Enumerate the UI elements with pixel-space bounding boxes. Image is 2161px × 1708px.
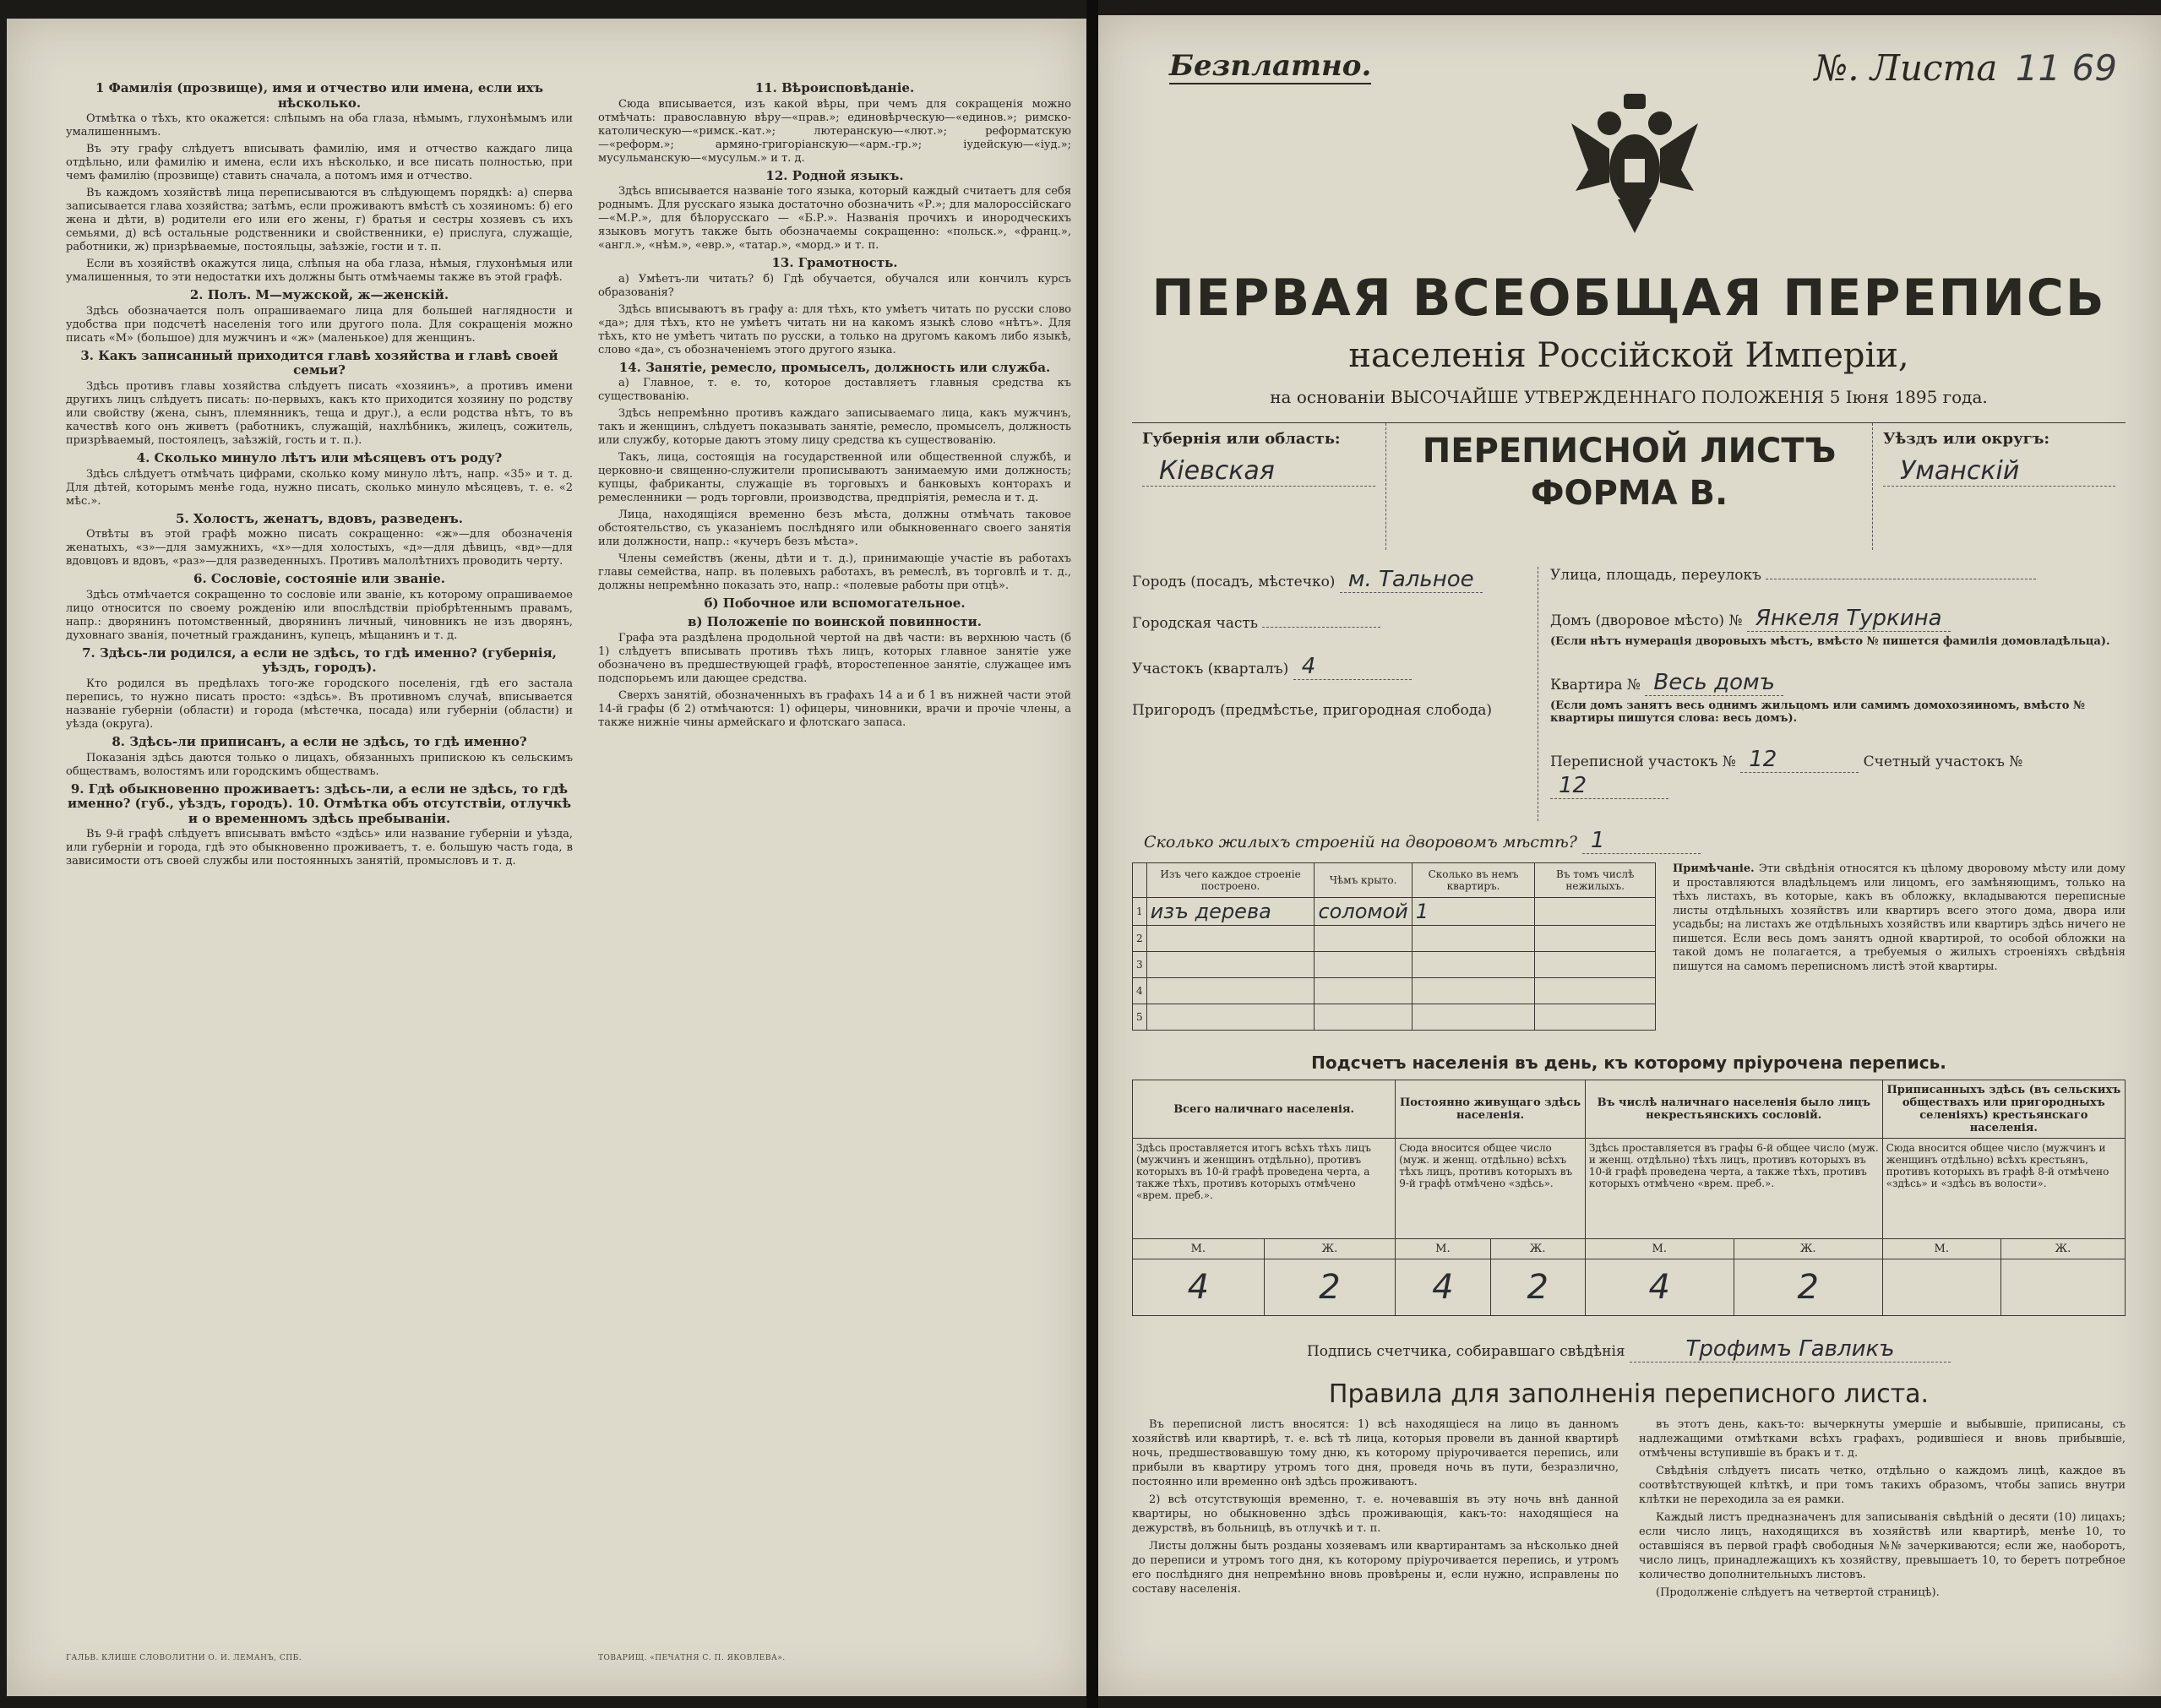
building-material xyxy=(1146,952,1315,978)
building-material: изъ дерева xyxy=(1146,898,1315,926)
buildings-column-header: Сколько въ немъ квартиръ. xyxy=(1412,863,1535,898)
address-section xyxy=(1132,567,2126,821)
signature-value: Трофимъ Гавликъ xyxy=(1630,1336,1951,1363)
instruction-paragraph: Отмѣтка о тѣхъ, кто окажется: слѣпымъ на оба глаза, нѣмымъ, глухонѣмымъ или умалишеннымъ. xyxy=(66,112,573,139)
instruction-paragraph: Кто родился въ предѣлахъ того-же городского поселенія, гдѣ его застала перепись, то нужно писать просто: «здѣсь». Въ противномъ случаѣ, вписывается названіе губерніи (области) и города (мѣстечка, посада) или губерніи (области) и уѣзда (округа). xyxy=(66,677,573,731)
instruction-paragraph: Здѣсь слѣдуетъ отмѣчать цифрами, сколько кому минуло лѣтъ, напр. «35» и т. д. Для дѣтей, которымъ менѣе года, нужно писать, сколько минуло мѣсяцевъ, т. е. «2 мѣс.». xyxy=(66,467,573,508)
form-title: ФОРМА В. xyxy=(1530,474,1728,513)
row-number-header xyxy=(1133,863,1147,898)
row-number: 3 xyxy=(1133,952,1147,978)
town-label: Городъ (посадъ, мѣстечко) xyxy=(1132,574,1336,590)
tally-headers xyxy=(1133,1080,2126,1139)
section-heading: 12. Родной языкъ. xyxy=(765,167,904,183)
suburb-label: Пригородъ (предмѣстье, пригородная слобода) xyxy=(1132,702,1493,719)
instruction-paragraph: а) Умѣетъ-ли читать? б) Гдѣ обучается, обучался или кончилъ курсъ образованія? xyxy=(598,272,1071,299)
section-heading: 9. Гдѣ обыкновенно проживаетъ: здѣсь-ли, а если не здѣсь, то гдѣ именно? (губ., уѣздъ, городъ). 10. Отмѣтка объ отсутствіи, отлучкѣ и о временномъ здѣсь пребываніи. xyxy=(68,781,571,826)
buildings-table-body xyxy=(1133,898,1656,1031)
instruction-paragraph: Члены семействъ (жены, дѣти и т. д.), принимающіе участіе въ работахъ главы семейства, напр. въ полевыхъ работахъ, въ ремеслѣ, въ торговлѣ и т. д., должны непремѣнно показать это, напр.: «полевые работы при отцѣ». xyxy=(598,552,1071,593)
buildings-note xyxy=(1673,862,2126,1031)
instruction-paragraph: Здѣсь вписывается названіе того языка, который каждый считаетъ для себя роднымъ. Для русскаго языка достаточно обозначить «Р.»; для малороссійскаго—«М.Р.», для бѣлорусскаго — «Б.Р.». Названія прочихъ и инородческихъ языковъ могутъ также быть обозначаемы сокращенно: «польск.», «франц.», «англ.», «нѣм.», «евр.», «татар.», «морд.» и т. п. xyxy=(598,185,1071,253)
non-residential-count xyxy=(1535,926,1656,952)
house-row xyxy=(1550,606,2126,648)
building-material xyxy=(1146,1004,1315,1031)
street-row xyxy=(1550,567,2126,584)
tally-descriptions xyxy=(1133,1139,2126,1239)
sheet-number xyxy=(1814,47,2117,89)
signature-label: Подпись счетчика, собиравшаго свѣдѣнія xyxy=(1306,1343,1625,1360)
instruction-paragraph: Графа эта раздѣлена продольной чертой на двѣ части: въ верхнюю часть (б 1) слѣдуетъ вписывать противъ тѣхъ лицъ, которых главное занятіе уже обозначено въ предшествующей графѣ, второстепенное занятіе, служащее имъ подспорьемъ или дающее средства. xyxy=(598,631,1071,685)
right-page xyxy=(1098,15,2161,1696)
roof-material xyxy=(1315,926,1412,952)
apartment-count xyxy=(1412,1004,1535,1031)
district-value: Уманскій xyxy=(1883,456,2115,487)
section-heading: 8. Здѣсь-ли приписанъ, а если не здѣсь, то гдѣ именно? xyxy=(112,733,527,749)
instruction-paragraph: Въ эту графу слѣдуетъ вписывать фамилію, имя и отчество каждаго лица отдѣльно, или фамилію и имена, если ихъ нѣсколько, и все писать полностью, при чемъ фамилію (прозвище) ставить сначала, а потомъ имя и отчество. xyxy=(66,143,573,183)
province-value: Кіевская xyxy=(1142,456,1375,487)
form-title-box xyxy=(1385,423,1872,550)
census-area-label: Переписной участокъ № xyxy=(1550,753,1736,770)
section-heading: 13. Грамотность. xyxy=(771,255,898,271)
population-tally-table xyxy=(1132,1080,2126,1316)
dwellings-label: Сколько жилыхъ строеній на дворовомъ мѣстѣ? xyxy=(1144,833,1577,851)
census-area-value: 12 xyxy=(1740,747,1859,773)
instruction-paragraph: Сюда вписывается, изъ какой вѣры, при чемъ для сокращенія можно отмѣчать: православную вѣру—«прав.»; единовѣрческую—«единов.»; римско-католическую—«римск.-кат.»; лютеранскую—«лют.»; реформатскую—«реформ.»; армяно-григоріанскую—«арм.-гр.»; іудейскую—«іуд.»; мусульманскую—«мусульм.» и т. д. xyxy=(598,97,1071,165)
buildings-table xyxy=(1132,862,1656,1031)
note-title: Примѣчаніе. xyxy=(1673,862,1755,875)
tally-column-header: Приписанныхъ здѣсь (въ сельскихъ обществахъ или пригородныхъ селеніяхъ) крестьянскаго населенія. xyxy=(1882,1080,2125,1139)
census-subtitle: населенія Россійской Имперіи, xyxy=(1348,336,1909,375)
tally-description: Здѣсь проставляется въ графы 6-й общее число (муж. и женщ. отдѣльно) тѣхъ лицъ, противъ которыхъ въ 10-й графѣ проведена черта, а также тѣхъ, противъ которыхъ отмѣчено «врем. преб.». xyxy=(1585,1139,1882,1239)
instruction-paragraph: Въ каждомъ хозяйствѣ лица переписываются въ слѣдующемъ порядкѣ: а) сперва записывается глава хозяйства; затѣмъ, если проживаютъ вмѣстѣ съ хозяиномъ: б) его жена и дѣти, в) родители его или его жены, г) братья и сестры хозяевъ съ ихъ семьями, д) всѣ остальные родственники и свойственники, е) прислуга, служащіе, работники, ж) призрѣваемые, постояльцы, заѣзжіе, гости и т. п. xyxy=(66,187,573,254)
double-headed-eagle-emblem-icon xyxy=(1571,90,1698,233)
section-heading: 1 Фамилія (прозвище), имя и отчество или имена, если ихъ нѣсколько. xyxy=(95,80,544,111)
sheet-header xyxy=(1132,49,2126,150)
rules-title: Правила для заполненія переписного листа. xyxy=(1328,1379,1930,1409)
male-count: 4 xyxy=(1133,1259,1265,1316)
rule-paragraph: Листы должны быть розданы хозяевамъ или квартирантамъ за нѣсколько дней до переписи и утромъ того дня, къ которому пріурочивается перепись, и утромъ его послѣдняго дня непремѣнно вновь провѣрены и, если нужно, исправлены по составу населенія. xyxy=(1132,1540,1619,1596)
precinct-label: Участокъ (кварталъ) xyxy=(1132,661,1289,677)
non-residential-count xyxy=(1535,898,1656,926)
apartment-count xyxy=(1412,978,1535,1004)
count-area-label: Счетный участокъ № xyxy=(1863,753,2023,770)
apartment-note: (Если домъ занятъ весь однимъ жильцомъ или самимъ домохозяиномъ, вмѣсто № квартиры пишутся слова: весь домъ). xyxy=(1550,699,2086,725)
tally-values xyxy=(1133,1259,2126,1316)
instruction-paragraph: Такъ, лица, состоящія на государственной или общественной службѣ, и церковно-и священно-служители прописываютъ занимаемую ими должность; купцы, фабриканты, служащіе въ торговыхъ и банковыхъ конторахъ и ремесленники — родъ торговли, производства, предпріятія, ремесла и т. д. xyxy=(598,451,1071,505)
buildings-column-header: Въ томъ числѣ нежилыхъ. xyxy=(1535,863,1656,898)
address-left xyxy=(1132,567,1538,821)
apartment-row xyxy=(1550,670,2126,725)
table-row xyxy=(1133,926,1656,952)
section-heading: 5. Холостъ, женатъ, вдовъ, разведенъ. xyxy=(176,510,463,526)
non-residential-count xyxy=(1535,1004,1656,1031)
town-part-value xyxy=(1262,627,1380,628)
section-heading: 3. Какъ записанный приходится главѣ хозяйства и главѣ своей семьи? xyxy=(80,347,558,378)
non-residential-count xyxy=(1535,978,1656,1004)
town-value: м. Тальное xyxy=(1340,567,1483,593)
house-label: Домъ (дворовое мѣсто) № xyxy=(1550,612,1743,629)
female-label: Ж. xyxy=(2000,1239,2125,1259)
rule-paragraph: въ этотъ день, какъ-то: вычеркнуты умершіе и выбывшіе, приписаны, съ надлежащими отмѣтками всѣхъ графахъ, родившіеся и вновь прибывшіе, отмѣчены вступившіе въ бракъ и т. д. xyxy=(1639,1418,2126,1460)
apartment-count xyxy=(1412,926,1535,952)
printer-imprint-right: ТОВАРИЩ. «ПЕЧАТНЯ С. П. ЯКОВЛЕВА». xyxy=(598,1654,786,1662)
instruction-paragraph: Здѣсь противъ главы хозяйства слѣдуетъ писать «хозяинъ», а противъ имени другихъ лицъ слѣдуетъ писать: по-первыхъ, какъ кто приходится хозяину по родству или свойству (жена, сынъ, племянникъ, теща и друг.), а если родства нѣтъ, то въ качествѣ кого онъ живетъ (работникъ, служащій, нахлѣбникъ, жилецъ, сожитель, призрѣваемый, постоялецъ, заѣзжій, гость и т. п.). xyxy=(66,379,573,447)
form-header-grid xyxy=(1132,422,2126,550)
tally-column-header: Постоянно живущаго здѣсь населенія. xyxy=(1396,1080,1586,1139)
male-label: М. xyxy=(1585,1239,1734,1259)
province-box xyxy=(1132,423,1385,550)
male-count: 4 xyxy=(1396,1259,1490,1316)
buildings-section xyxy=(1132,862,2126,1031)
apartment-count xyxy=(1412,952,1535,978)
instructions-column-2 xyxy=(598,78,1071,733)
rule-paragraph: Въ переписной листъ вносятся: 1) всѣ находящіеся на лицо въ данномъ хозяйствѣ или квартирѣ, т. е. всѣ тѣ лица, которыя провели въ данной квартирѣ ночь, предшествовавшую тому дню, къ которому пріурочивается перепись, или прибыли въ квартиру утромъ того дня, проведя ночь въ пути, безразлично, постоянно или временно онѣ здѣсь проживаютъ. xyxy=(1132,1418,1619,1488)
apartment-count: 1 xyxy=(1412,898,1535,926)
tally-description: Здѣсь проставляется итогъ всѣхъ тѣхъ лицъ (мужчинъ и женщинъ отдѣльно), противъ которыхъ въ 10-й графѣ проведена черта, а также тѣхъ, противъ которыхъ отмѣчено «врем. преб.». xyxy=(1133,1139,1396,1239)
instruction-paragraph: Показанія здѣсь даются только о лицахъ, обязанныхъ припискою къ сельскимъ обществамъ, волостямъ или городскимъ обществамъ. xyxy=(66,751,573,778)
apartment-label: Квартира № xyxy=(1550,677,1641,694)
table-row xyxy=(1133,978,1656,1004)
instruction-paragraph: Лица, находящіяся временно безъ мѣста, должны отмѣчать таковое обстоятельство, съ указаніемъ послѣдняго или обыкновеннаго своего занятія или должности, напр.: «кучеръ безъ мѣста». xyxy=(598,509,1071,549)
town-part-label: Городская часть xyxy=(1132,615,1259,632)
roof-material xyxy=(1315,978,1412,1004)
sheet-number-value: 11 69 xyxy=(2015,47,2117,89)
roof-material xyxy=(1315,952,1412,978)
male-count: 4 xyxy=(1585,1259,1734,1316)
buildings-column-header: Чѣмъ крыто. xyxy=(1315,863,1412,898)
sheet-number-label: №. Листа xyxy=(1814,47,1998,89)
tally-description: Сюда вносится общее число (мужчинъ и женщинъ отдѣльно) всѣхъ крестьянъ, противъ которыхъ въ графѣ 8-й отмѣчено «здѣсь» и «здѣсь въ волости». xyxy=(1882,1139,2125,1239)
legal-basis: на основаніи ВЫСОЧАЙШЕ УТВЕРЖДЕННАГО ПОЛОЖЕНІЯ 5 Іюня 1895 года. xyxy=(1270,387,1988,407)
instruction-paragraph: Здѣсь обозначается полъ опрашиваемаго лица для большей наглядности и удобства при подсчетѣ населенія того или другого пола. Для сокращенія можно писать «М» (большое) для мужчинъ и «ж» (маленькое) для женщинъ. xyxy=(66,304,573,345)
roof-material xyxy=(1315,1004,1412,1031)
female-label: Ж. xyxy=(1734,1239,1882,1259)
buildings-table-header xyxy=(1133,863,1656,898)
section-heading: 2. Полъ. М—мужской, ж—женскій. xyxy=(189,287,449,303)
female-count xyxy=(2000,1259,2125,1316)
district-label: Уѣздъ или округъ: xyxy=(1883,430,2050,448)
instruction-paragraph: Здѣсь вписываютъ въ графу а: для тѣхъ, кто умѣетъ читать по русски слово «да»; для тѣхъ, кто не умѣетъ читать ни на какомъ языкѣ слово «нѣтъ». Для тѣхъ, кто не умѣетъ читать по русски, а только на другомъ какомъ либо языкѣ, слово «да», съ обозначеніемъ этого другого языка. xyxy=(598,302,1071,356)
male-label: М. xyxy=(1882,1239,2000,1259)
tally-sex-labels xyxy=(1133,1239,2126,1259)
instruction-paragraph: Если въ хозяйствѣ окажутся лица, слѣпыя на оба глаза, нѣмыя, глухонѣмыя или умалишенныя, то эти недостатки ихъ должны быть отмѣчаемы также въ этой графѣ. xyxy=(66,258,573,285)
male-label: М. xyxy=(1133,1239,1265,1259)
section-heading: 7. Здѣсь-ли родился, а если не здѣсь, то гдѣ именно? (губернія, уѣздъ, городъ). xyxy=(82,645,557,676)
rules-column-right xyxy=(1639,1417,2126,1603)
rules-column-left xyxy=(1132,1417,1619,1603)
list-title: ПЕРЕПИСНОЙ ЛИСТЪ xyxy=(1422,432,1837,471)
roof-material: соломой xyxy=(1315,898,1412,926)
male-count xyxy=(1882,1259,2000,1316)
street-label: Улица, площадь, переулокъ xyxy=(1550,567,1761,584)
tally-column-header: Въ числѣ наличнаго населенія было лицъ некрестьянскихъ сословій. xyxy=(1585,1080,1882,1139)
buildings-column-header: Изъ чего каждое строеніе построено. xyxy=(1146,863,1315,898)
apartment-value: Весь домъ xyxy=(1645,670,1783,696)
district-box xyxy=(1872,423,2126,550)
instruction-paragraph: а) Главное, т. е. то, которое доставляетъ главныя средства къ существованію. xyxy=(598,377,1071,404)
instruction-paragraph: Отвѣты въ этой графѣ можно писать сокращенно: «ж»—для обозначенія женатыхъ, «з»—для замужнихъ, «х»—для холостыхъ, «д»—для дѣвицъ, «вд»—для вдовцовъ и вдовъ, «раз»—для разведенныхъ. Противъ малолѣтнихъ проводить черту. xyxy=(66,528,573,568)
precinct-row xyxy=(1132,654,1538,680)
section-heading: 6. Сословіе, состояніе или званіе. xyxy=(193,571,445,587)
building-material xyxy=(1146,926,1315,952)
section-heading: 14. Занятіе, ремесло, промыселъ, должность или служба. xyxy=(618,359,1051,375)
female-label: Ж. xyxy=(1264,1239,1396,1259)
instruction-paragraph: Въ 9-й графѣ слѣдуетъ вписывать вмѣсто «здѣсь» или название губерніи и уѣзда, или губерніи и города, гдѣ это обыкновенно проживаетъ, т. е. большую часть года, в зависимости отъ своей службы или постоянныхъ занятій, промысловъ и т. д. xyxy=(66,828,573,868)
count-area-value: 12 xyxy=(1550,773,1668,799)
female-count: 2 xyxy=(1490,1259,1585,1316)
suburb-row xyxy=(1132,702,1538,719)
left-page xyxy=(7,19,1086,1696)
rules-section xyxy=(1132,1417,2126,1603)
instruction-paragraph: Здѣсь непремѣнно противъ каждаго записываемаго лица, какъ мужчинъ, такъ и женщинъ, слѣдуетъ показывать занятіе, ремесло, промыселъ, должность или службу, которые даютъ этому лицу средства къ существованію. xyxy=(598,407,1071,448)
tally-column-header: Всего наличнаго населенія. xyxy=(1133,1080,1396,1139)
rule-paragraph: Каждый листъ предназначенъ для записыванія свѣдѣній о десяти (10) лицахъ; если число лицъ, находящихся въ хозяйствѣ или квартирѣ, менѣе 10, то оставшіяся въ первой графѣ свободныя №№ зачеркиваются; если же, наоборотъ, число лицъ, принадлежащихъ къ хозяйству, превышаетъ 10, то беретъ потребное количество дополнительныхъ листовъ. xyxy=(1639,1511,2126,1581)
free-label: Безплатно. xyxy=(1169,49,1372,83)
building-material xyxy=(1146,978,1315,1004)
table-row xyxy=(1133,898,1656,926)
female-label: Ж. xyxy=(1490,1239,1585,1259)
row-number: 2 xyxy=(1133,926,1147,952)
male-label: М. xyxy=(1396,1239,1490,1259)
address-right xyxy=(1538,567,2126,821)
rule-paragraph: (Продолженіе слѣдуетъ на четвертой страницѣ). xyxy=(1656,1586,1940,1599)
section-heading: в) Положеніе по воинской повинности. xyxy=(688,613,982,629)
row-number: 5 xyxy=(1133,1004,1147,1031)
row-number: 1 xyxy=(1133,898,1147,926)
printer-imprint-left: ГАЛЬВ. КЛИШЕ СЛОВОЛИТНИ О. И. ЛЕМАНЪ, СПБ. xyxy=(66,1654,302,1662)
non-residential-count xyxy=(1535,952,1656,978)
section-heading: 11. Вѣроисповѣданіе. xyxy=(754,80,915,95)
rule-paragraph: 2) всѣ отсутствующія временно, т. е. ночевавшія въ эту ночь внѣ данной квартиры, но обыкновенно здѣсь проживающія, какъ-то: находящіеся на дежурствѣ, въ больницѣ, въ отлучкѣ и т. п. xyxy=(1132,1493,1619,1535)
tally-description: Сюда вносится общее число (муж. и женщ. отдѣльно) всѣхъ тѣхъ лицъ, противъ которыхъ въ 9-й графѣ отмѣчено «здѣсь». xyxy=(1396,1139,1586,1239)
house-value: Янкеля Туркина xyxy=(1747,606,1951,632)
row-number: 4 xyxy=(1133,978,1147,1004)
book-spine xyxy=(1086,0,1098,1708)
province-label: Губернія или область: xyxy=(1142,430,1341,448)
section-heading: 4. Сколько минуло лѣтъ или мѣсяцевъ отъ роду? xyxy=(136,449,503,465)
dwellings-value: 1 xyxy=(1582,828,1701,854)
table-row xyxy=(1133,1004,1656,1031)
town-row xyxy=(1132,567,1538,593)
census-title: ПЕРВАЯ ВСЕОБЩАЯ ПЕРЕПИСЬ xyxy=(1151,269,2106,328)
instruction-paragraph: Здѣсь отмѣчается сокращенно то сословіе или званіе, къ которому опрашиваемое лицо относится по своему рожденію или впослѣдствіи пріобрѣтеннымъ правамъ, напр.: дворянинъ потомственный, дворянинъ личный, чиновникъ не изъ дворянъ, духовнаго званія, почетный гражданинъ, купецъ, мѣщанинъ и т. д. xyxy=(66,588,573,642)
instruction-paragraph: Сверхъ занятій, обозначенныхъ въ графахъ 14 а и б 1 въ нижней части этой 14-й графы (б 2) отмѣчаются: 1) офицеры, чиновники, врачи и прочіе члены, а также нижніе чины армейскаго и флотскаго запаса. xyxy=(598,688,1071,729)
enumerator-signature-row xyxy=(1132,1336,2126,1363)
female-count: 2 xyxy=(1264,1259,1396,1316)
section-heading: б) Побочное или вспомогательное. xyxy=(704,596,966,612)
house-note: (Если нѣтъ нумерація дворовыхъ мѣстъ, вмѣсто № пишется фамилія домовладѣльца). xyxy=(1550,635,2110,648)
town-part-row xyxy=(1132,615,1538,632)
precinct-value: 4 xyxy=(1293,654,1412,680)
table-row xyxy=(1133,952,1656,978)
female-count: 2 xyxy=(1734,1259,1882,1316)
census-area-row xyxy=(1550,747,2126,799)
dwellings-row xyxy=(1144,828,2126,854)
rule-paragraph: Свѣдѣнія слѣдуетъ писать четко, отдѣльно о каждомъ лицѣ, каждое въ соотвѣтствующей клѣткѣ, и при томъ такихъ образомъ, чтобы запись внутри клѣтки не переходила за ея рамки. xyxy=(1639,1465,2126,1506)
instructions-column-1 xyxy=(66,78,573,872)
note-text: Эти свѣдѣнія относятся къ цѣлому дворовому мѣсту или дому и проставляются владѣльцемъ или лицомъ, его замѣняющимъ, только на тѣхъ листахъ, въ которые, какъ въ обложку, вкладываются переписные листы отдѣльныхъ хозяйствъ или квартиръ всего этого дома, двора или усадьбы; на листахъ же отдѣльныхъ хозяйствъ или квартиръ здѣсь ничего не пишется. Если весь домъ занятъ одной квартирой, то особой обложки на такой домъ не полагается, а требуемыя о жилыхъ строеніяхъ свѣдѣнія пишутся на самомъ переписномъ листѣ этой квартиры. xyxy=(1673,862,2126,973)
tally-title: Подсчетъ населенія въ день, къ которому пріурочена перепись. xyxy=(1311,1053,1946,1073)
